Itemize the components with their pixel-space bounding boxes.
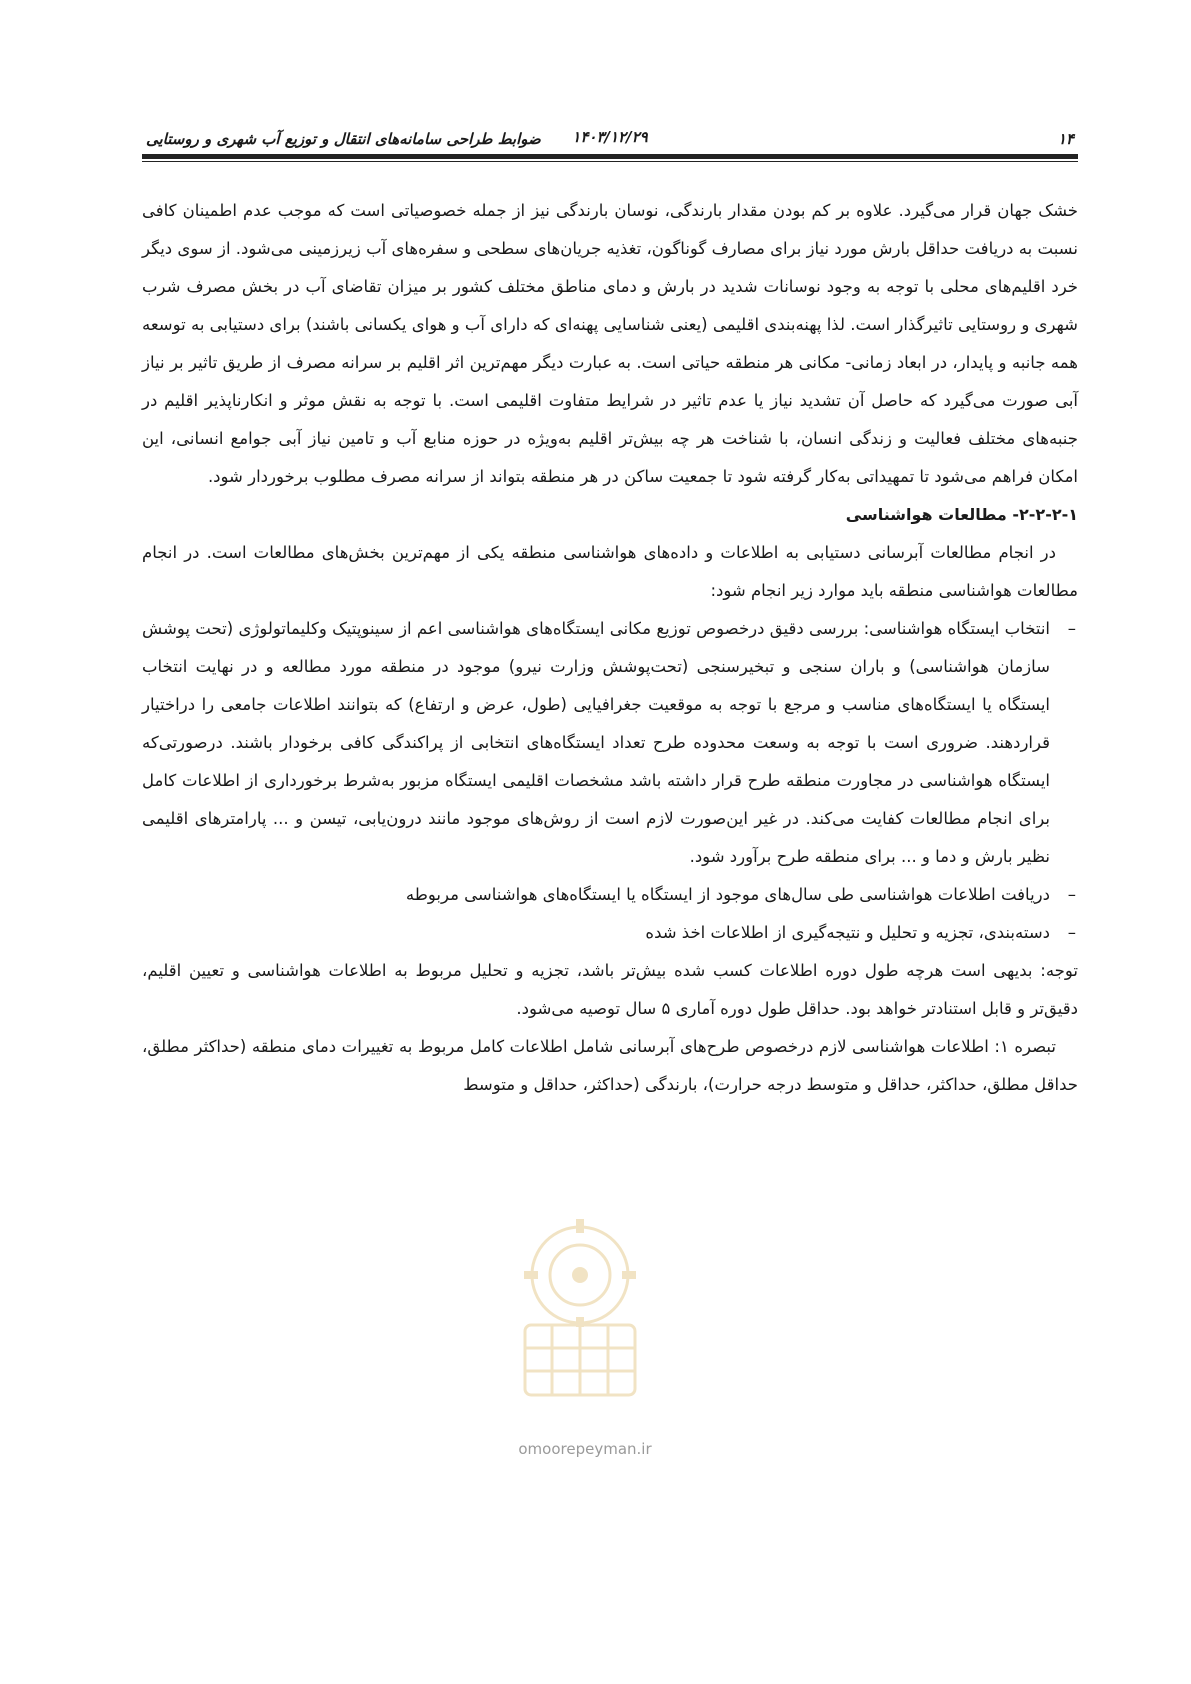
header-title: ضوابط طراحی سامانه‌های انتقال و توزیع آب شهری و روستایی (146, 130, 541, 148)
running-header (142, 118, 1078, 148)
page-number: ۱۴ (1057, 130, 1074, 148)
header-rule-thick (142, 154, 1078, 159)
list-item: – دریافت اطلاعات هواشناسی طی سال‌های موجود از ایستگاه یا ایستگاه‌های هواشناسی مربوطه (142, 876, 1050, 914)
body-text (142, 192, 1078, 1104)
paragraph-climate: خشک جهان قرار می‌گیرد. علاوه بر کم بودن مقدار بارندگی، نوسان بارندگی نیز از جمله خصوصیاتی است که موجب عدم اطمینان کافی نسبت به دریافت حداقل بارش مورد نیاز برای مصارف گوناگون، تغذیه جریان‌های سطحی و سفره‌های آب زیرزمینی می‌شود. از سوی دیگر خرد اقلیم‌های محلی با توجه به وجود نوسانات شدید در بارش و دمای مناطق مختلف کشور بر میزان تقاضای آب در بخش مصرف شرب شهری و روستایی تاثیرگذار است. لذا پهنه‌بندی اقلیمی (یعنی شناسایی پهنه‌ای که دارای آب و هوای یکسانی باشند) برای دستیابی به توسعه همه جانبه و پایدار، در ابعاد زمانی- مکانی هر منطقه حیاتی است. به عبارت دیگر مهم‌ترین اثر اقلیم بر سرانه مصرف از طریق تاثیر بر نیاز آبی صورت می‌گیرد که حاصل آن تشدید نیاز یا عدم تاثیر در شرایط متفاوت اقلیمی است. با توجه به نقش موثر و انکارناپذیر اقلیم در جنبه‌های مختلف فعالیت و زندگی انسان، با شناخت هر چه بیش‌تر اقلیم به‌ویژه در حوزه منابع آب و تامین نیاز آبی جوامع انسانی، این امکان فراهم می‌شود تا تمهیداتی به‌کار گرفته شود تا جمعیت ساکن در هر منطقه بتواند از سرانه مصرف مطلوب برخوردار شود. (142, 201, 1078, 486)
header-rule-thin (142, 161, 1078, 162)
paragraph-meteorology: در انجام مطالعات آبرسانی دستیابی به اطلاعات و داده‌های هواشناسی منطقه یکی از مهم‌ترین بخش‌های مطالعات است. در انجام مطالعات هواشناسی منطقه باید موارد زیر انجام شود: (142, 543, 1078, 600)
section-heading: ۲-۲-۲-۱- مطالعات هواشناسی (845, 505, 1078, 524)
watermark-site-text: omoorepeyman.ir (518, 1440, 652, 1458)
note-paragraph: توجه: بدیهی است هرچه طول دوره اطلاعات کسب شده بیش‌تر باشد، تجزیه و تحلیل مربوط به اطلاعات هواشناسی و تعیین اقلیم، دقیق‌تر و قابل استنادتر خواهد بود. حداقل طول دوره آماری ۵ سال توصیه می‌شود. (142, 961, 1078, 1018)
requirements-list (142, 610, 1078, 952)
document-page (142, 118, 1078, 1638)
list-item: – دسته‌بندی، تجزیه و تحلیل و نتیجه‌گیری از اطلاعات اخذ شده (142, 914, 1050, 952)
remark-paragraph: تبصره ۱: اطلاعات هواشناسی لازم درخصوص طرح‌های آبرسانی شامل اطلاعات کامل مربوط به تغییرات دمای منطقه (حداکثر مطلق، حداقل مطلق، حداکثر، حداقل و متوسط درجه حرارت)، بارندگی (حداکثر، حداقل و متوسط (142, 1037, 1078, 1094)
list-item: – انتخاب ایستگاه هواشناسی: بررسی دقیق درخصوص توزیع مکانی ایستگاه‌های هواشناسی اعم از سینوپتیک وکلیماتولوژی (تحت پوشش سازمان هواشناسی) و باران سنجی و تبخیرسنجی (تحت‌پوشش وزارت نیرو) موجود در منطقه مورد مطالعه و در نهایت انتخاب ایستگاه یا ایستگاه‌های مناسب و مرجع با توجه به موقعیت جغرافیایی (طول، عرض و ارتفاع) که بتوانند اطلاعات جامعی را دراختیار قراردهند. ضروری است با توجه به وسعت محدوده طرح تعداد ایستگاه‌های انتخابی از پراکندگی کافی برخودار باشند. درصورتی‌که ایستگاه هواشناسی در مجاورت منطقه طرح قرار داشته باشد مشخصات اقلیمی ایستگاه مزبور به‌شرط برخورداری از اطلاعات کامل برای انجام مطالعات کفایت می‌کند. در غیر این‌صورت لازم است از روش‌های موجود مانند درون‌یابی، تیسن و ... پارامترهای اقلیمی نظیر بارش و دما و ... برای منطقه طرح برآورد شود. (142, 610, 1050, 876)
header-date: ۱۴۰۳/۱۲/۲۹ (572, 128, 648, 146)
